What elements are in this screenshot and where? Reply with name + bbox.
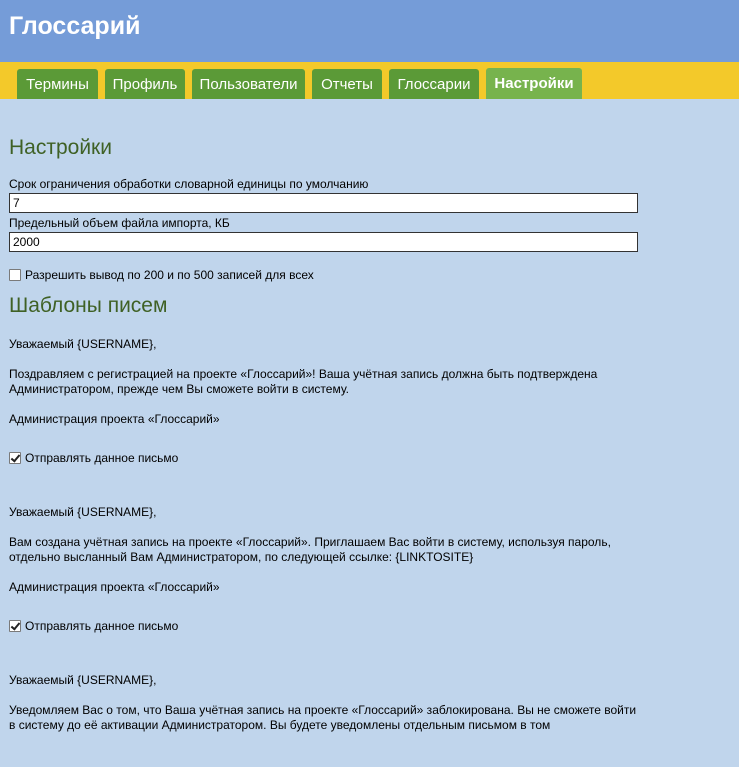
template-1-send-label: Отправлять данное письмо [25, 451, 179, 465]
settings-content [0, 136, 739, 733]
template-2-signature: Администрация проекта «Глоссарий» [9, 580, 220, 594]
tab-profile[interactable]: Профиль [105, 69, 185, 99]
app-header [0, 0, 739, 62]
deadline-label: Срок ограничения обработки словарной единицы по умолчанию [9, 177, 369, 191]
template-1-greeting: Уважаемый {USERNAME}, [9, 337, 157, 351]
template-3-body: Уведомляем Вас о том, что Ваша учётная запись на проекте «Глоссарий» заблокирована. Вы не сможете войти в систему до её активации Администратором. Вы будете уведомлены отдельным письмом в том [9, 703, 637, 732]
tab-settings[interactable]: Настройки [486, 68, 582, 99]
tab-terms[interactable]: Термины [17, 69, 98, 99]
template-1-signature: Администрация проекта «Глоссарий» [9, 412, 220, 426]
template-2-send-checkbox[interactable] [9, 620, 21, 632]
template-2-send-row [9, 619, 730, 633]
allow-output-label: Разрешить вывод по 200 и по 500 записей для всех [25, 268, 314, 282]
template-1-send-checkbox[interactable] [9, 452, 21, 464]
template-2-send-label: Отправлять данное письмо [25, 619, 179, 633]
import-size-label: Предельный объем файла импорта, КБ [9, 216, 230, 230]
deadline-input[interactable] [9, 193, 638, 213]
main-tabs [0, 62, 739, 99]
tab-reports[interactable]: Отчеты [312, 69, 382, 99]
tab-users[interactable]: Пользователи [192, 69, 305, 99]
template-1-body: Поздравляем с регистрацией на проекте «Глоссарий»! Ваша учётная запись должна быть подтверждена Администратором, прежде чем Вы сможете войти в систему. [9, 367, 598, 396]
template-2-greeting: Уважаемый {USERNAME}, [9, 505, 157, 519]
templates-title: Шаблоны писем [9, 294, 168, 317]
settings-title: Настройки [9, 136, 112, 159]
template-1-send-row [9, 451, 730, 465]
allow-output-row [9, 268, 730, 282]
template-2-body: Вам создана учётная запись на проекте «Глоссарий». Приглашаем Вас войти в систему, используя пароль, отдельно высланный Вам Администратором, по следующей ссылке: {LINKTOSITE} [9, 535, 611, 564]
import-size-input[interactable] [9, 232, 638, 252]
app-title: Глоссарий [9, 12, 141, 40]
tab-glossaries[interactable]: Глоссарии [389, 69, 479, 99]
template-3-greeting: Уважаемый {USERNAME}, [9, 673, 157, 687]
allow-output-checkbox[interactable] [9, 269, 21, 281]
